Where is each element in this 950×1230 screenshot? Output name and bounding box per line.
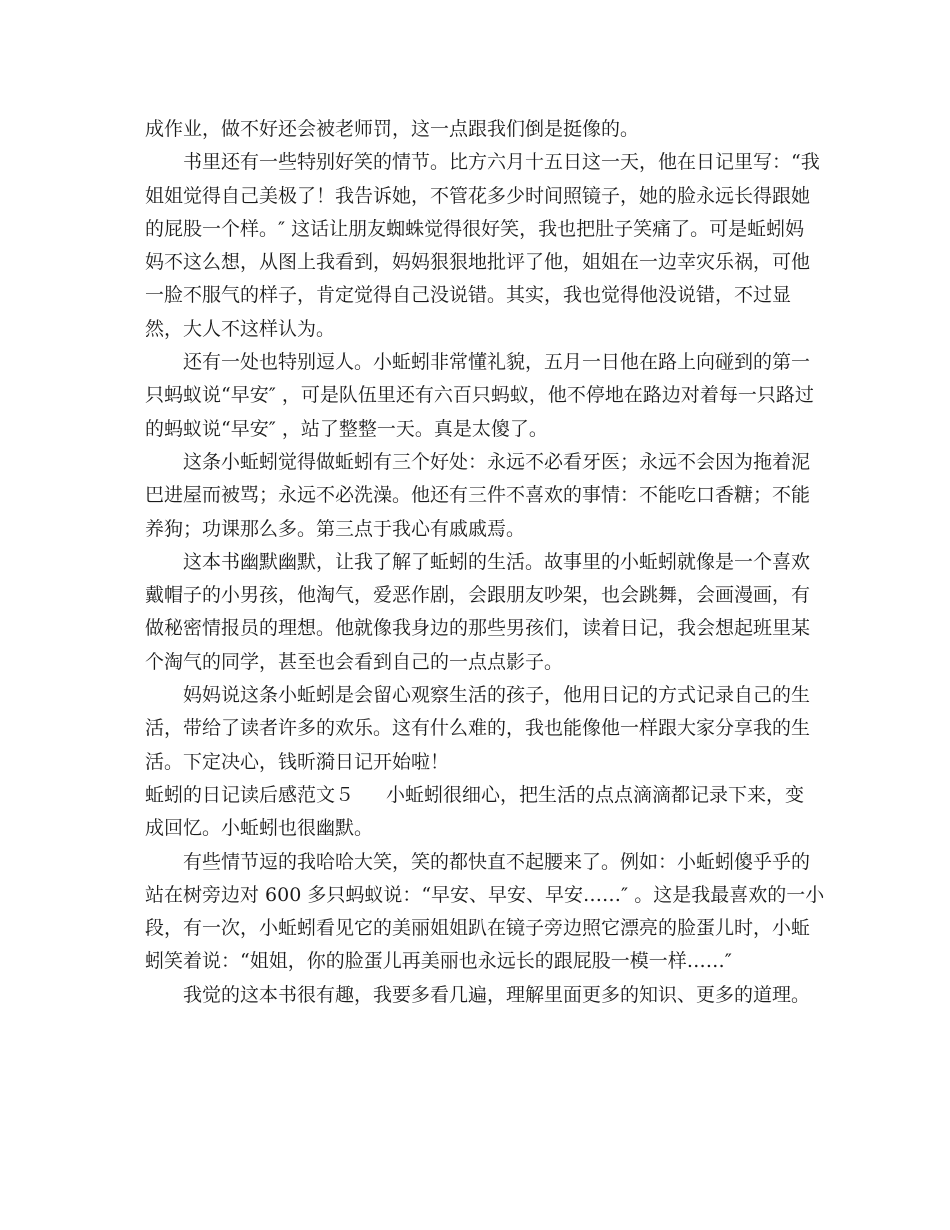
- text-line: 段，有一次，小蚯蚓看见它的美丽姐姐趴在镜子旁边照它漂亮的脸蛋儿时，小蚯: [145, 917, 811, 940]
- text-line: 只蚂蚁说“早安″ ，可是队伍里还有六百只蚂蚁，他不停地在路边对着每一只路过: [145, 384, 814, 407]
- text-line: 成作业，做不好还会被老师罚，这一点跟我们倒是挺像的。: [145, 118, 640, 140]
- text-line: 个淘气的同学，甚至也会看到自己的一点点影子。: [145, 650, 564, 673]
- text-line: 然，大人不这样认为。: [145, 317, 336, 340]
- text-line: 的蚂蚁说“早安″ ，站了整整一天。真是太傻了。: [145, 417, 548, 440]
- section-title: 蚯蚓的日记读后感范文５: [145, 783, 355, 806]
- paragraph-start-line: 这条小蚯蚓觉得做蚯蚓有三个好处：永远不必看牙医；永远不会因为拖着泥: [183, 450, 811, 473]
- text-line: 做秘密情报员的理想。他就像我身边的那些男孩们，读着日记，我会想起班里某: [145, 617, 811, 640]
- paragraph-start-line: 有些情节逗的我哈哈大笑，笑的都快直不起腰来了。例如：小蚯蚓傻乎乎的: [183, 850, 811, 873]
- paragraph-start-line: 妈妈说这条小蚯蚓是会留心观察生活的孩子，他用日记的方式记录自己的生: [183, 684, 811, 707]
- text-line: 养狗；功课那么多。第三点于我心有戚戚焉。: [145, 517, 526, 540]
- paragraph-start-line: 还有一处也特别逗人。小蚯蚓非常懂礼貌，五月一日他在路上向碰到的第一: [183, 351, 811, 374]
- text-line: 一脸不服气的样子，肯定觉得自己没说错。其实，我也觉得他没说错，不过显: [145, 284, 792, 307]
- text-line: 蚓笑着说：“姐姐，你的脸蛋儿再美丽也永远长的跟屁股一模一样……″: [145, 950, 732, 973]
- document-body: [145, 113, 825, 1012]
- paragraph-start-line: 我觉的这本书很有趣，我要多看几遍，理解里面更多的知识、更多的道理。: [183, 983, 811, 1006]
- section-heading-line: [145, 779, 815, 812]
- text-line: 姐姐觉得自己美极了！我告诉她，不管花多少时间照镜子，她的脸永远长得跟她: [145, 184, 811, 207]
- text-line: 戴帽子的小男孩，他淘气，爱恶作剧，会跟朋友吵架，也会跳舞，会画漫画，有: [145, 584, 811, 607]
- paragraph-start-line: 这本书幽默幽默，让我了解了蚯蚓的生活。故事里的小蚯蚓就像是一个喜欢: [183, 550, 811, 573]
- paragraph-start-line: 书里还有一些特别好笑的情节。比方六月十五日这一天，他在日记里写：“我: [183, 151, 820, 174]
- section-first-line: 小蚯蚓很细心，把生活的点点滴滴都记录下来，变: [386, 783, 805, 806]
- text-line: 的屁股一个样。″ 这话让朋友蜘蛛觉得很好笑，我也把肚子笑痛了。可是蚯蚓妈: [145, 217, 805, 240]
- text-line: 成回忆。小蚯蚓也很幽默。: [145, 817, 374, 840]
- text-line: 站在树旁边对 600 多只蚂蚁说：“早安、早安、早安……″ 。这是我最喜欢的一小: [145, 883, 825, 906]
- text-line: 活。下定决心，钱昕漪日记开始啦！: [145, 750, 450, 773]
- text-line: 妈不这么想，从图上我看到，妈妈狠狠地批评了他，姐姐在一边幸灾乐祸，可他: [145, 251, 811, 274]
- text-line: 活，带给了读者许多的欢乐。这有什么难的，我也能像他一样跟大家分享我的生: [145, 717, 811, 740]
- text-line: 巴进屋而被骂；永远不必洗澡。他还有三件不喜欢的事情：不能吃口香糖；不能: [145, 484, 811, 507]
